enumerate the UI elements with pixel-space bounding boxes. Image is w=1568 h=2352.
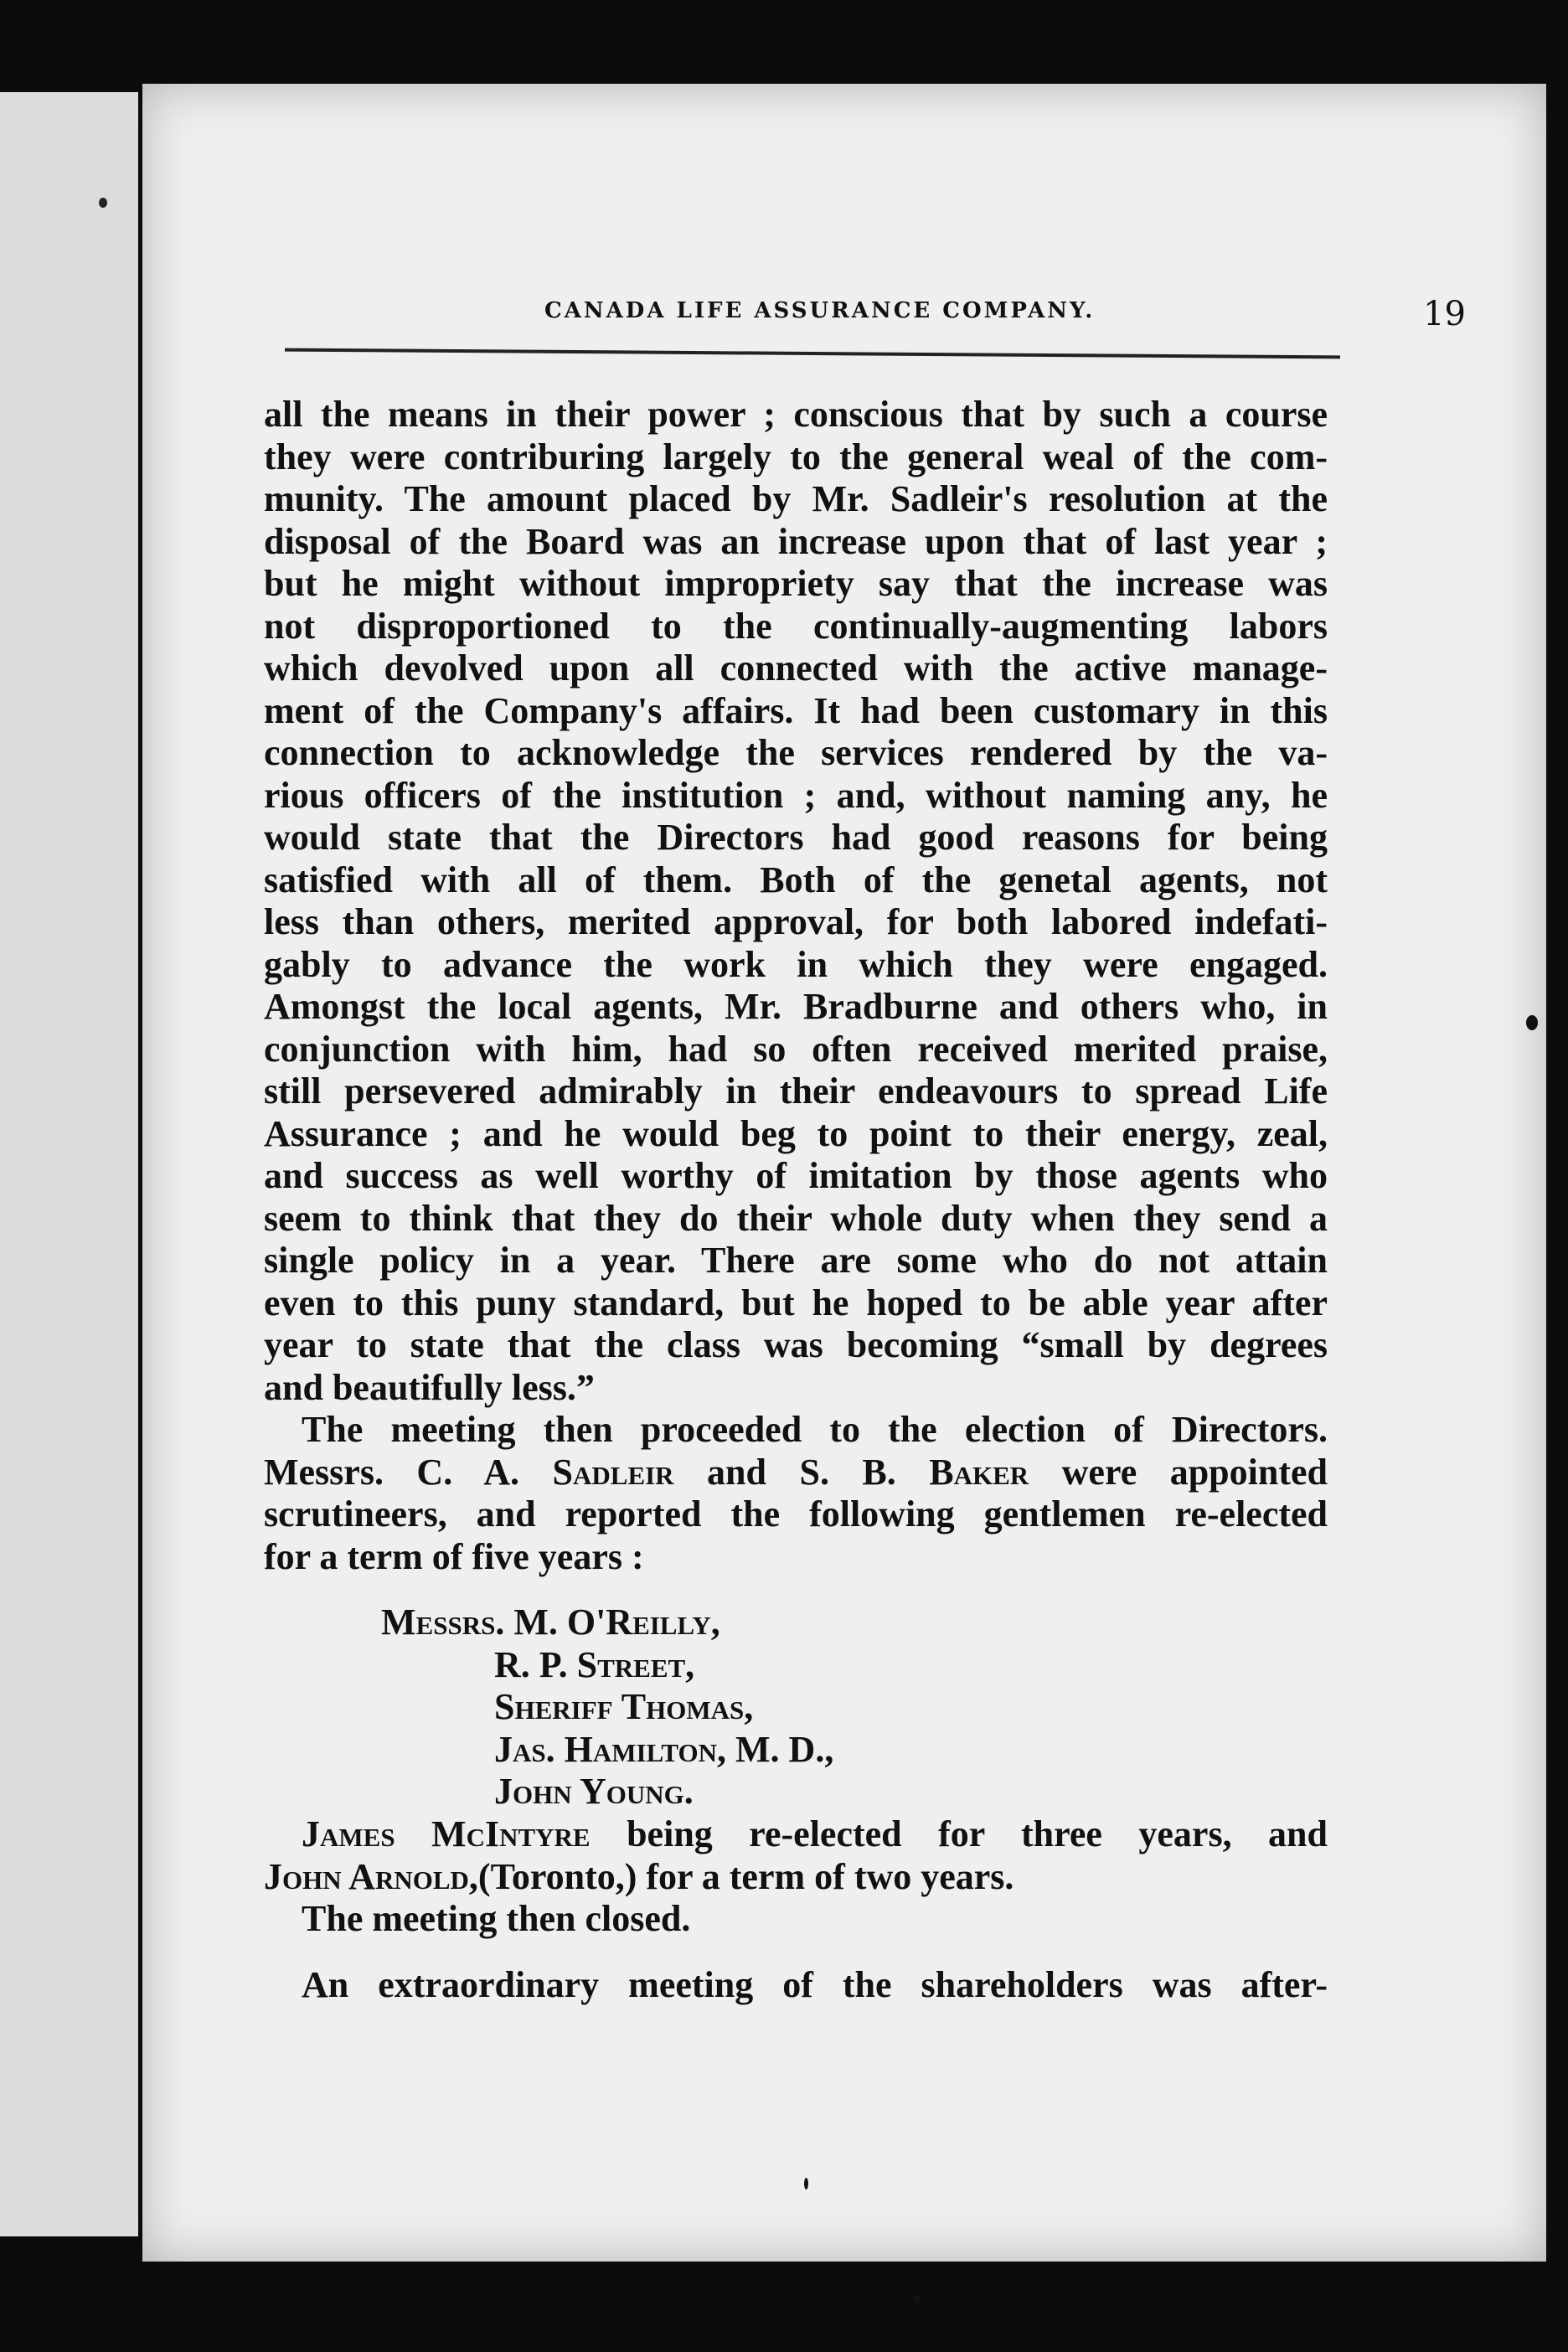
text-line: munity. The amount placed by Mr. Sadleir's resolution at the bbox=[264, 478, 1328, 519]
body-text-continued bbox=[264, 1813, 1328, 2006]
scan-speck bbox=[913, 2295, 921, 2303]
paragraph-2 bbox=[264, 1409, 1328, 1578]
scrutineer-name: Baker bbox=[929, 1451, 1029, 1493]
director-name: Sheriff Thomas, bbox=[494, 1686, 754, 1727]
text-line: single policy in a year. There are some who do not attain bbox=[264, 1240, 1328, 1281]
text-line: for a term of five years : bbox=[264, 1535, 644, 1577]
paragraph-3 bbox=[264, 1813, 1328, 1898]
text-fragment: (Toronto,) for a term of two years. bbox=[477, 1855, 1014, 1897]
text-line: seem to think that they do their whole duty when they send a bbox=[264, 1197, 1328, 1239]
paragraph-1 bbox=[264, 394, 1328, 1409]
scan-speck bbox=[99, 198, 107, 208]
text-line: and beautifully less.” bbox=[264, 1366, 595, 1408]
paragraph-5 bbox=[264, 1964, 1328, 2007]
text-line: gably to advance the work in which they were engaged. bbox=[264, 943, 1328, 985]
director-name: Jas. Hamilton, M. D., bbox=[494, 1728, 834, 1770]
text-line: Assurance ; and he would beg to point to their energy, zeal, bbox=[264, 1112, 1328, 1154]
text-line: even to this puny standard, but he hoped to be able year after bbox=[264, 1282, 1328, 1323]
text-line: all the means in their power ; conscious that by such a course bbox=[264, 394, 1328, 435]
text-line: An extraordinary meeting of the shareholders was after- bbox=[302, 1963, 1328, 2005]
director-name: John Arnold, bbox=[264, 1855, 478, 1897]
scan-speck bbox=[1526, 1015, 1538, 1030]
adjacent-page-edge bbox=[0, 92, 138, 2236]
text-line: The meeting then closed. bbox=[302, 1898, 691, 1939]
directors-list bbox=[381, 1602, 1135, 1813]
text-line: year to state that the class was becoming “small by degrees bbox=[264, 1324, 1328, 1365]
text-line: ment of the Company's affairs. It had been customary in this bbox=[264, 689, 1328, 731]
director-name: John Young. bbox=[494, 1771, 694, 1812]
text-line: still persevered admirably in their endeavours to spread Life bbox=[264, 1070, 1328, 1112]
text-line: Amongst the local agents, Mr. Bradburne and others who, in bbox=[264, 986, 1328, 1027]
page-number: 19 bbox=[1423, 295, 1466, 333]
director-name: R. P. Street, bbox=[494, 1643, 695, 1685]
text-line bbox=[264, 1452, 1328, 1494]
director-name: Messrs. M. O'Reilly, bbox=[381, 1602, 720, 1643]
scan-speck bbox=[804, 2178, 808, 2190]
text-line: satisfied with all of them. Both of the genetal agents, not bbox=[264, 859, 1328, 900]
text-line: which devolved upon all connected with the active manage- bbox=[264, 647, 1328, 689]
page-header bbox=[394, 218, 1466, 333]
text-line: not disproportioned to the continually-augmenting labors bbox=[264, 605, 1328, 647]
text-line bbox=[264, 1813, 1328, 1856]
scrutineer-name: Sadleir bbox=[552, 1451, 674, 1493]
text-line: and success as well worthy of imitation by those agents who bbox=[264, 1155, 1328, 1196]
text-line: connection to acknowledge the services rendered by the va- bbox=[264, 732, 1328, 773]
text-line: scrutineers, and reported the following gentlemen re-elected bbox=[264, 1493, 1328, 1534]
text-line: disposal of the Board was an increase upon that of last year ; bbox=[264, 520, 1328, 562]
running-head: CANADA LIFE ASSURANCE COMPANY. bbox=[544, 298, 1096, 323]
text-line bbox=[264, 1856, 1328, 1899]
text-line: conjunction with him, had so often received merited praise, bbox=[264, 1028, 1328, 1070]
text-line: but he might without impropriety say that the increase was bbox=[264, 563, 1328, 604]
text-fragment: were appointed bbox=[1029, 1451, 1328, 1493]
text-line: would state that the Directors had good reasons for being bbox=[264, 817, 1328, 858]
director-name: James McIntyre bbox=[302, 1813, 591, 1854]
text-line: rious officers of the institution ; and, without naming any, he bbox=[264, 774, 1328, 816]
paragraph-4 bbox=[264, 1898, 1328, 1941]
text-fragment: being re-elected for three years, and bbox=[590, 1813, 1328, 1854]
text-fragment: Messrs. C. A. bbox=[264, 1451, 553, 1493]
text-line: less than others, merited approval, for both labored indefati- bbox=[264, 901, 1328, 942]
text-line: they were contriburing largely to the general weal of the com- bbox=[264, 436, 1328, 477]
text-line: The meeting then proceeded to the election of Directors. bbox=[302, 1409, 1328, 1450]
body-text bbox=[264, 394, 1328, 1578]
text-fragment: and S. B. bbox=[673, 1451, 930, 1493]
